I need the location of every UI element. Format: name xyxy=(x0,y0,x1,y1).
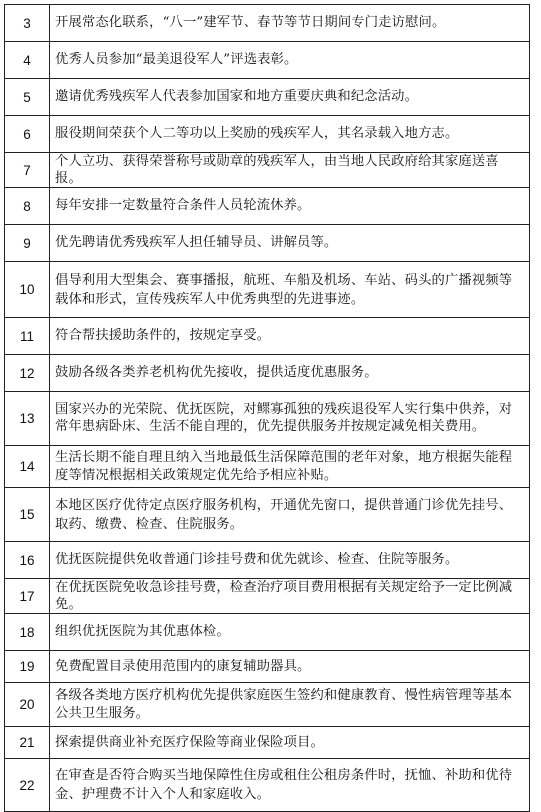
row-number: 5 xyxy=(5,79,50,116)
row-number: 8 xyxy=(5,188,50,225)
table-row xyxy=(5,683,530,727)
row-number: 13 xyxy=(5,392,50,446)
table-row xyxy=(5,153,530,188)
row-text: 在优抚医院免收急诊挂号费，检查治疗项目费用根据有关规定给予一定比例减免。 xyxy=(50,579,530,614)
row-number: 15 xyxy=(5,488,50,542)
row-text: 优抚医院提供免收普通门诊挂号费和优先就诊、检查、住院等服务。 xyxy=(50,542,530,579)
row-number: 4 xyxy=(5,42,50,79)
row-text: 生活长期不能自理且纳入当地最低生活保障范围的老年对象，地方根据失能程度等情况根据相关政策规定优先给予相应补贴。 xyxy=(50,446,530,488)
table-row xyxy=(5,225,530,262)
row-text: 免费配置目录使用范围内的康复辅助器具。 xyxy=(50,651,530,683)
row-text: 本地区医疗优待定点医疗服务机构，开通优先窗口，提供普通门诊优先挂号、取药、缴费、检查、住院服务。 xyxy=(50,488,530,542)
row-number: 3 xyxy=(5,5,50,42)
row-text: 国家兴办的光荣院、优抚医院，对鳏寡孤独的残疾退役军人实行集中供养，对常年患病卧床、生活不能自理的，优先提供服务并按规定减免相关费用。 xyxy=(50,392,530,446)
table-row xyxy=(5,262,530,318)
table-row xyxy=(5,488,530,542)
row-number: 18 xyxy=(5,614,50,651)
table-row xyxy=(5,446,530,488)
row-text: 组织优抚医院为其优惠体检。 xyxy=(50,614,530,651)
row-text: 邀请优秀残疾军人代表参加国家和地方重要庆典和纪念活动。 xyxy=(50,79,530,116)
row-text: 优先聘请优秀残疾军人担任辅导员、讲解员等。 xyxy=(50,225,530,262)
table-row xyxy=(5,579,530,614)
row-text: 鼓励各级各类养老机构优先接收，提供适度优惠服务。 xyxy=(50,355,530,392)
table-row xyxy=(5,42,530,79)
row-number: 16 xyxy=(5,542,50,579)
row-text: 符合帮扶援助条件的，按规定享受。 xyxy=(50,318,530,355)
row-number: 9 xyxy=(5,225,50,262)
table-row xyxy=(5,355,530,392)
policy-table xyxy=(4,4,530,812)
row-text: 倡导利用大型集会、赛事播报，航班、车船及机场、车站、码头的广播视频等载体和形式，宣传残疾军人中优秀典型的先进事迹。 xyxy=(50,262,530,318)
row-text: 在审查是否符合购买当地保障性住房或租住公租房条件时，抚恤、补助和优待金、护理费不计入个人和家庭收入。 xyxy=(50,759,530,812)
row-number: 10 xyxy=(5,262,50,318)
table-row xyxy=(5,651,530,683)
table-row xyxy=(5,5,530,42)
row-number: 7 xyxy=(5,153,50,188)
table-row xyxy=(5,188,530,225)
row-text: 个人立功、获得荣誉称号或勋章的残疾军人，由当地人民政府给其家庭送喜报。 xyxy=(50,153,530,188)
row-number: 20 xyxy=(5,683,50,727)
row-text: 优秀人员参加“最美退役军人”评选表彰。 xyxy=(50,42,530,79)
row-number: 22 xyxy=(5,759,50,812)
row-number: 19 xyxy=(5,651,50,683)
row-number: 17 xyxy=(5,579,50,614)
row-text: 各级各类地方医疗机构优先提供家庭医生签约和健康教育、慢性病管理等基本公共卫生服务。 xyxy=(50,683,530,727)
row-number: 21 xyxy=(5,727,50,759)
table-row xyxy=(5,759,530,812)
table-row xyxy=(5,542,530,579)
row-number: 6 xyxy=(5,116,50,153)
table-row xyxy=(5,318,530,355)
table-row xyxy=(5,727,530,759)
table-row xyxy=(5,79,530,116)
row-text: 开展常态化联系，“八一”建军节、春节等节日期间专门走访慰问。 xyxy=(50,5,530,42)
table-row xyxy=(5,614,530,651)
row-number: 12 xyxy=(5,355,50,392)
row-number: 14 xyxy=(5,446,50,488)
table-row xyxy=(5,392,530,446)
row-text: 每年安排一定数量符合条件人员轮流休养。 xyxy=(50,188,530,225)
table-row xyxy=(5,116,530,153)
row-text: 探索提供商业补充医疗保险等商业保险项目。 xyxy=(50,727,530,759)
row-text: 服役期间荣获个人二等功以上奖励的残疾军人，其名录载入地方志。 xyxy=(50,116,530,153)
row-number: 11 xyxy=(5,318,50,355)
